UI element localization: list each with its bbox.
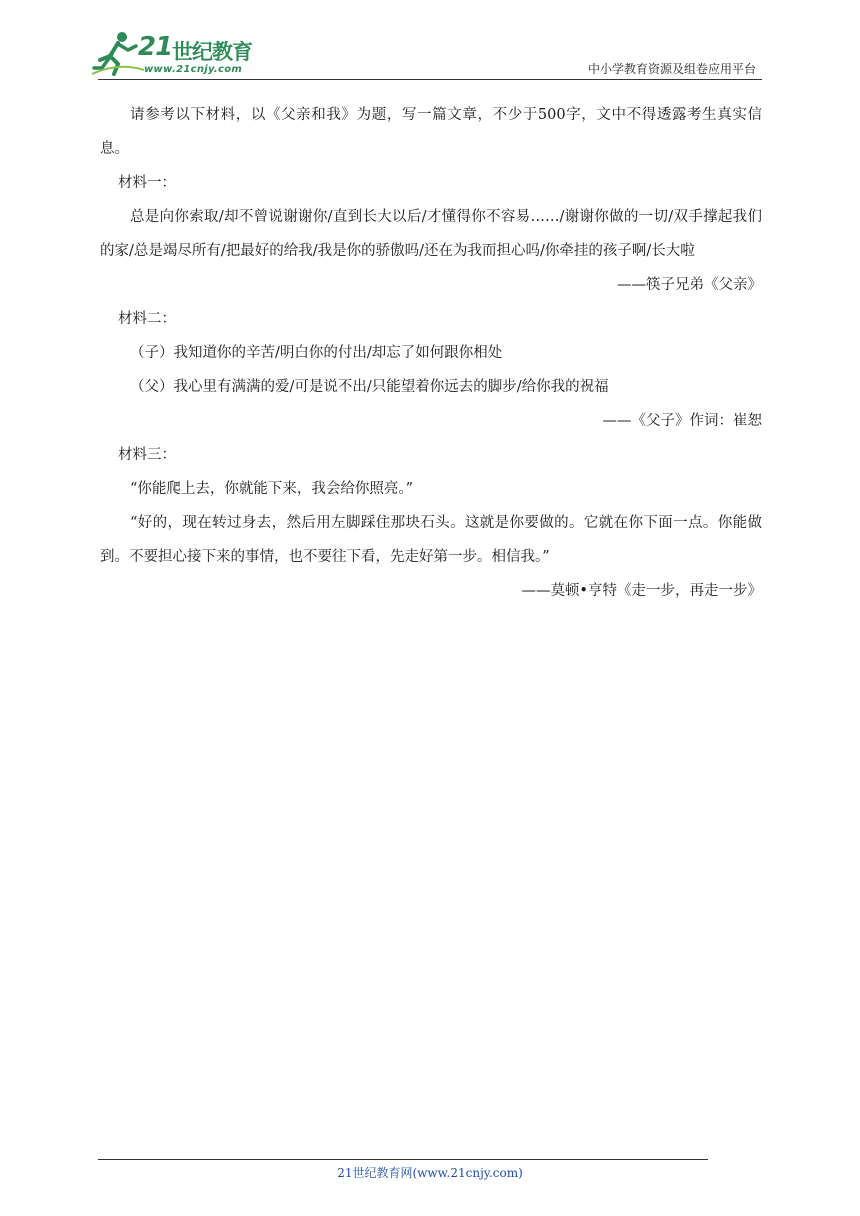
site-logo[interactable] [92,30,262,78]
running-figure-icon [92,30,144,76]
material-2-line-1: （子）我知道你的辛苦/明白你的付出/却忘了如何跟你相处 [130,345,503,361]
material-1-label: 材料一： [118,175,176,191]
header-divider [98,79,762,80]
material-2-line-2: （父）我心里有满满的爱/可是说不出/只能望着你远去的脚步/给你我的祝福 [130,379,609,395]
material-1-source: ——筷子兄弟《父亲》 [617,277,762,293]
page-header [0,0,860,80]
material-3-label: 材料三： [118,447,176,463]
site-name: 中小学教育资源及组卷应用平台 [587,62,756,76]
footer-divider [98,1159,708,1160]
material-3-source: ——莫顿•亨特《走一步，再走一步》 [521,583,762,599]
document-body [100,98,762,608]
page-footer[interactable]: 21世纪教育网(www.21cnjy.com) [337,1166,523,1180]
logo-number: 21 [138,32,173,62]
essay-instruction: 请参考以下材料，以《父亲和我》为题，写一篇文章，不少于500字，文中不得透露考生真实信息。 [100,107,762,157]
material-2-source: ——《父子》作词：崔恕 [602,413,762,429]
material-3-quote-2: “好的，现在转过身去，然后用左脚踩住那块石头。这就是你要做的。它就在你下面一点。你能做到。不要担心接下来的事情，也不要往下看，先走好第一步。相信我。” [100,515,762,565]
material-3-quote-1: “你能爬上去，你就能下来，我会给你照亮。” [130,481,414,497]
material-2-label: 材料二： [118,311,176,327]
logo-url: www.21cnjy.com [144,64,243,75]
material-1-text: 总是向你索取/却不曾说谢谢你/直到长大以后/才懂得你不容易……/谢谢你做的一切/双手撑起我们的家/总是竭尽所有/把最好的给我/我是你的骄傲吗/还在为我而担心吗/你牵挂的孩子啊/长大啦 [100,209,762,259]
logo-text: 世纪教育 [172,40,252,64]
